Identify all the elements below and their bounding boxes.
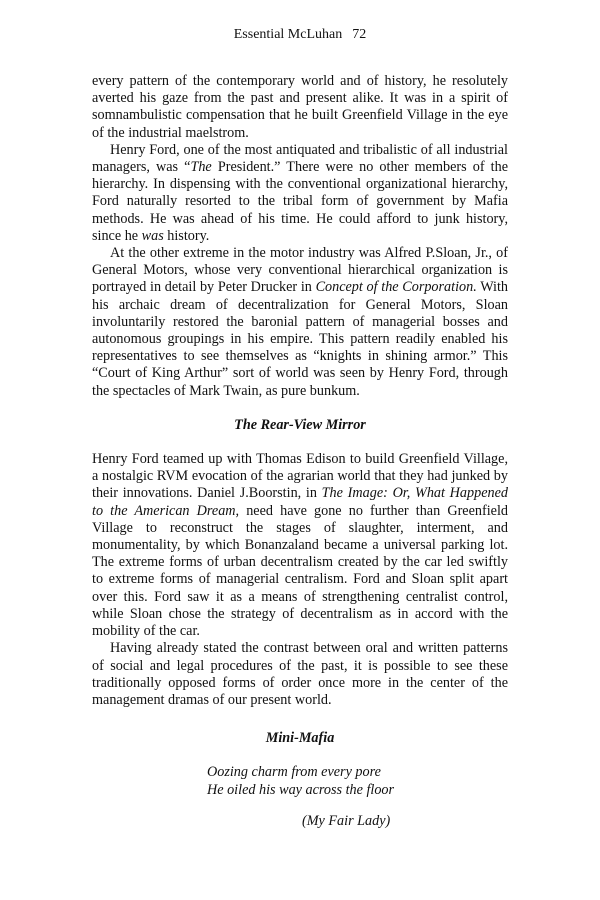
verse-attribution: (My Fair Lady) [302, 812, 391, 829]
section-heading-rear-view-mirror: The Rear-View Mirror [234, 416, 366, 433]
verse-line-1: Oozing charm from every pore [207, 764, 381, 781]
text-run: history. [163, 227, 210, 244]
paragraph-greenfield-village [92, 451, 508, 640]
paragraph-oral-written: Having already stated the contrast between oral and written patterns of social and legal procedures of the past, it is possible to see these traditionally opposed forms of order once more in the center of the management dramas of our present world. [92, 640, 508, 708]
book-title-concept-of-the-corporation: Concept of the Corporation. [315, 279, 477, 296]
text-run: need have gone no further than Greenfield Village to reconstruct the stages of slaughter, interment, and monumentality, by which Bonanzaland became a universal parking lot. The extreme forms of urban decentralism created by the car led swiftly to extreme forms of managerial centralism. Ford and Sloan split apart over this. Ford saw it as a means of strengthening centralist control, while Sloan chose the strategy of decentralism as in accord with the mobility of the car. [92, 502, 508, 640]
text-run: With his archaic dream of decentralization for General Motors, Sloan involuntarily restored the baronial pattern of managerial bosses and autonomous groupings in his empire. This pattern readily enabled his representatives to see themselves as “knights in shining armor.” This “Court of King Arthur” sort of world was seen by Henry Ford, through the spectacles of Mark Twain, as pure bunkum. [92, 279, 508, 399]
page-number: 72 [352, 27, 367, 42]
paragraph-continuation: every pattern of the contemporary world and of history, he resolutely averted his gaze from the past and present alike. It was in a spirit of somnambulistic compensation that he built Greenfield Village in the eye of the industrial maelstrom. [92, 73, 508, 141]
text-run: Henry Ford, one of the most antiquated and tribalistic of all industrial managers, was “ [92, 141, 508, 176]
text-run: Henry Ford teamed up with Thomas Edison to build Greenfield Village, a nostalgic RVM evocation of the agrarian world that they had junked by their innovations. Daniel J.Boorstin, in [92, 451, 508, 502]
section-heading-mini-mafia: Mini-Mafia [265, 730, 335, 747]
paragraph-sloan [92, 245, 508, 400]
italic-the: The [190, 159, 212, 176]
page-body [92, 73, 508, 830]
text-run: President.” There were no other members of the hierarchy. In dispensing with the conventional organizational hierarchy, Ford naturally resorted to the tribal form of government by Mafia methods. He was ahead of his time. He could afford to junk history, since he [92, 159, 508, 244]
verse-line-2: He oiled his way across the floor [207, 781, 395, 798]
page-header [0, 27, 600, 43]
text-run: At the other extreme in the motor industry was Alfred P.Sloan, Jr., of General Motors, whose very conventional hierarchical organization is portrayed in detail by Peter Drucker in [92, 245, 508, 296]
italic-was: was [141, 227, 164, 244]
running-title: Essential McLuhan [233, 27, 343, 42]
book-title-the-image: The Image: Or, What Happened to the American Dream, [92, 485, 508, 519]
paragraph-henry-ford [92, 142, 508, 245]
